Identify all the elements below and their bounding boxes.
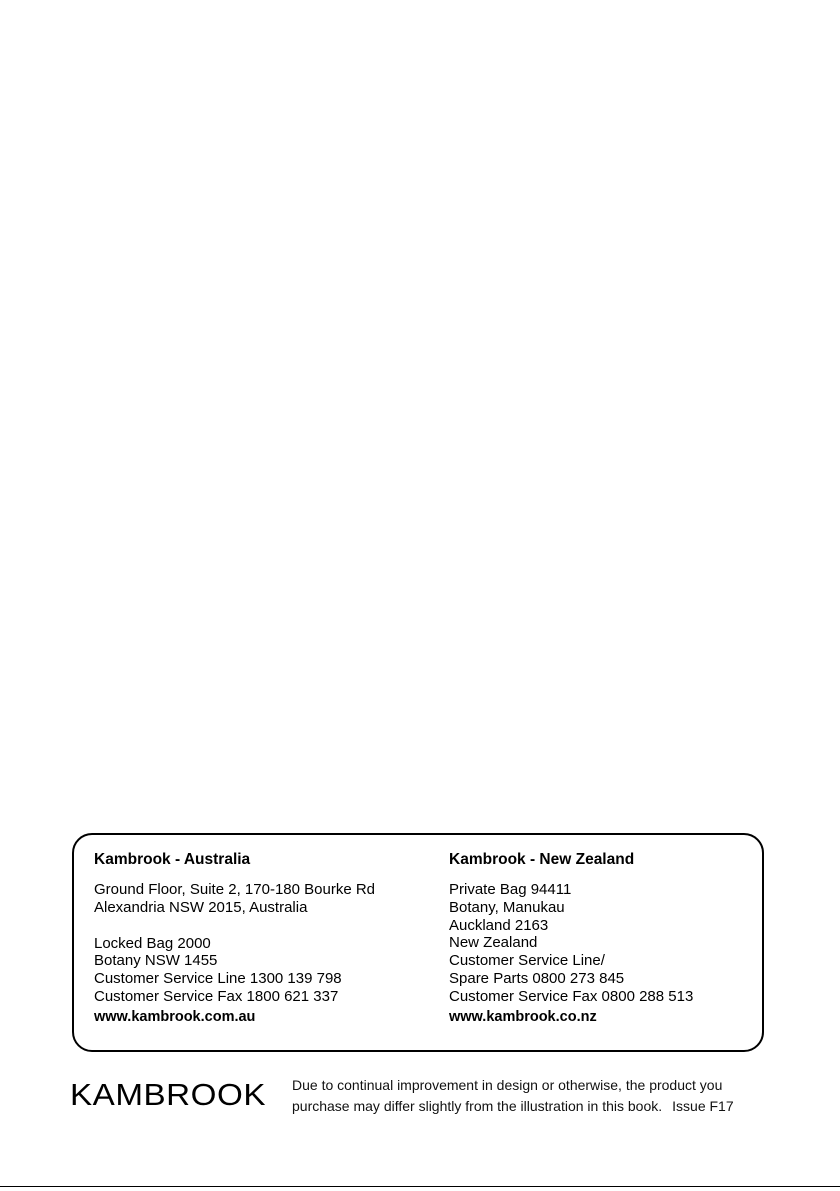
address-line: Auckland 2163 xyxy=(449,916,549,934)
australia-address xyxy=(94,881,434,917)
new-zealand-website-link[interactable]: www.kambrook.co.nz xyxy=(449,1008,597,1025)
australia-contact xyxy=(94,851,434,1026)
disclaimer-line xyxy=(292,1096,782,1117)
address-line: New Zealand xyxy=(449,934,538,952)
bottom-rule xyxy=(0,1186,840,1187)
issue-code: Issue F17 xyxy=(672,1098,734,1114)
phone-line: Customer Service Line 1300 139 798 xyxy=(94,970,342,988)
fax-line: Customer Service Fax 1800 621 337 xyxy=(94,987,339,1005)
spacer xyxy=(94,917,434,935)
phone-line: Spare Parts 0800 273 845 xyxy=(449,969,625,987)
address-line: Alexandria NSW 2015, Australia xyxy=(94,898,308,916)
australia-postal xyxy=(94,935,434,1006)
phone-line: Customer Service Line/ xyxy=(449,952,605,970)
address-line: Private Bag 94411 xyxy=(449,881,572,898)
contact-box xyxy=(72,833,764,1052)
disclaimer-text: purchase may differ slightly from the illustration in this book. xyxy=(292,1098,663,1114)
kambrook-logo xyxy=(70,1073,270,1113)
address-line: Ground Floor, Suite 2, 170-180 Bourke Rd xyxy=(94,881,376,898)
address-line: Botany, Manukau xyxy=(449,898,565,916)
new-zealand-title: Kambrook - New Zealand xyxy=(449,851,635,868)
fax-line: Customer Service Fax 0800 288 513 xyxy=(449,987,694,1005)
disclaimer xyxy=(292,1075,782,1117)
postal-line: Locked Bag 2000 xyxy=(94,934,211,952)
logo-text: KAMBROOK xyxy=(70,1077,266,1112)
postal-line: Botany NSW 1455 xyxy=(94,952,218,970)
australia-title: Kambrook - Australia xyxy=(94,851,251,868)
new-zealand-contact xyxy=(449,851,759,1026)
australia-website-link[interactable]: www.kambrook.com.au xyxy=(94,1008,256,1025)
disclaimer-line: Due to continual improvement in design or otherwise, the product you xyxy=(292,1077,723,1093)
new-zealand-address xyxy=(449,881,759,1006)
